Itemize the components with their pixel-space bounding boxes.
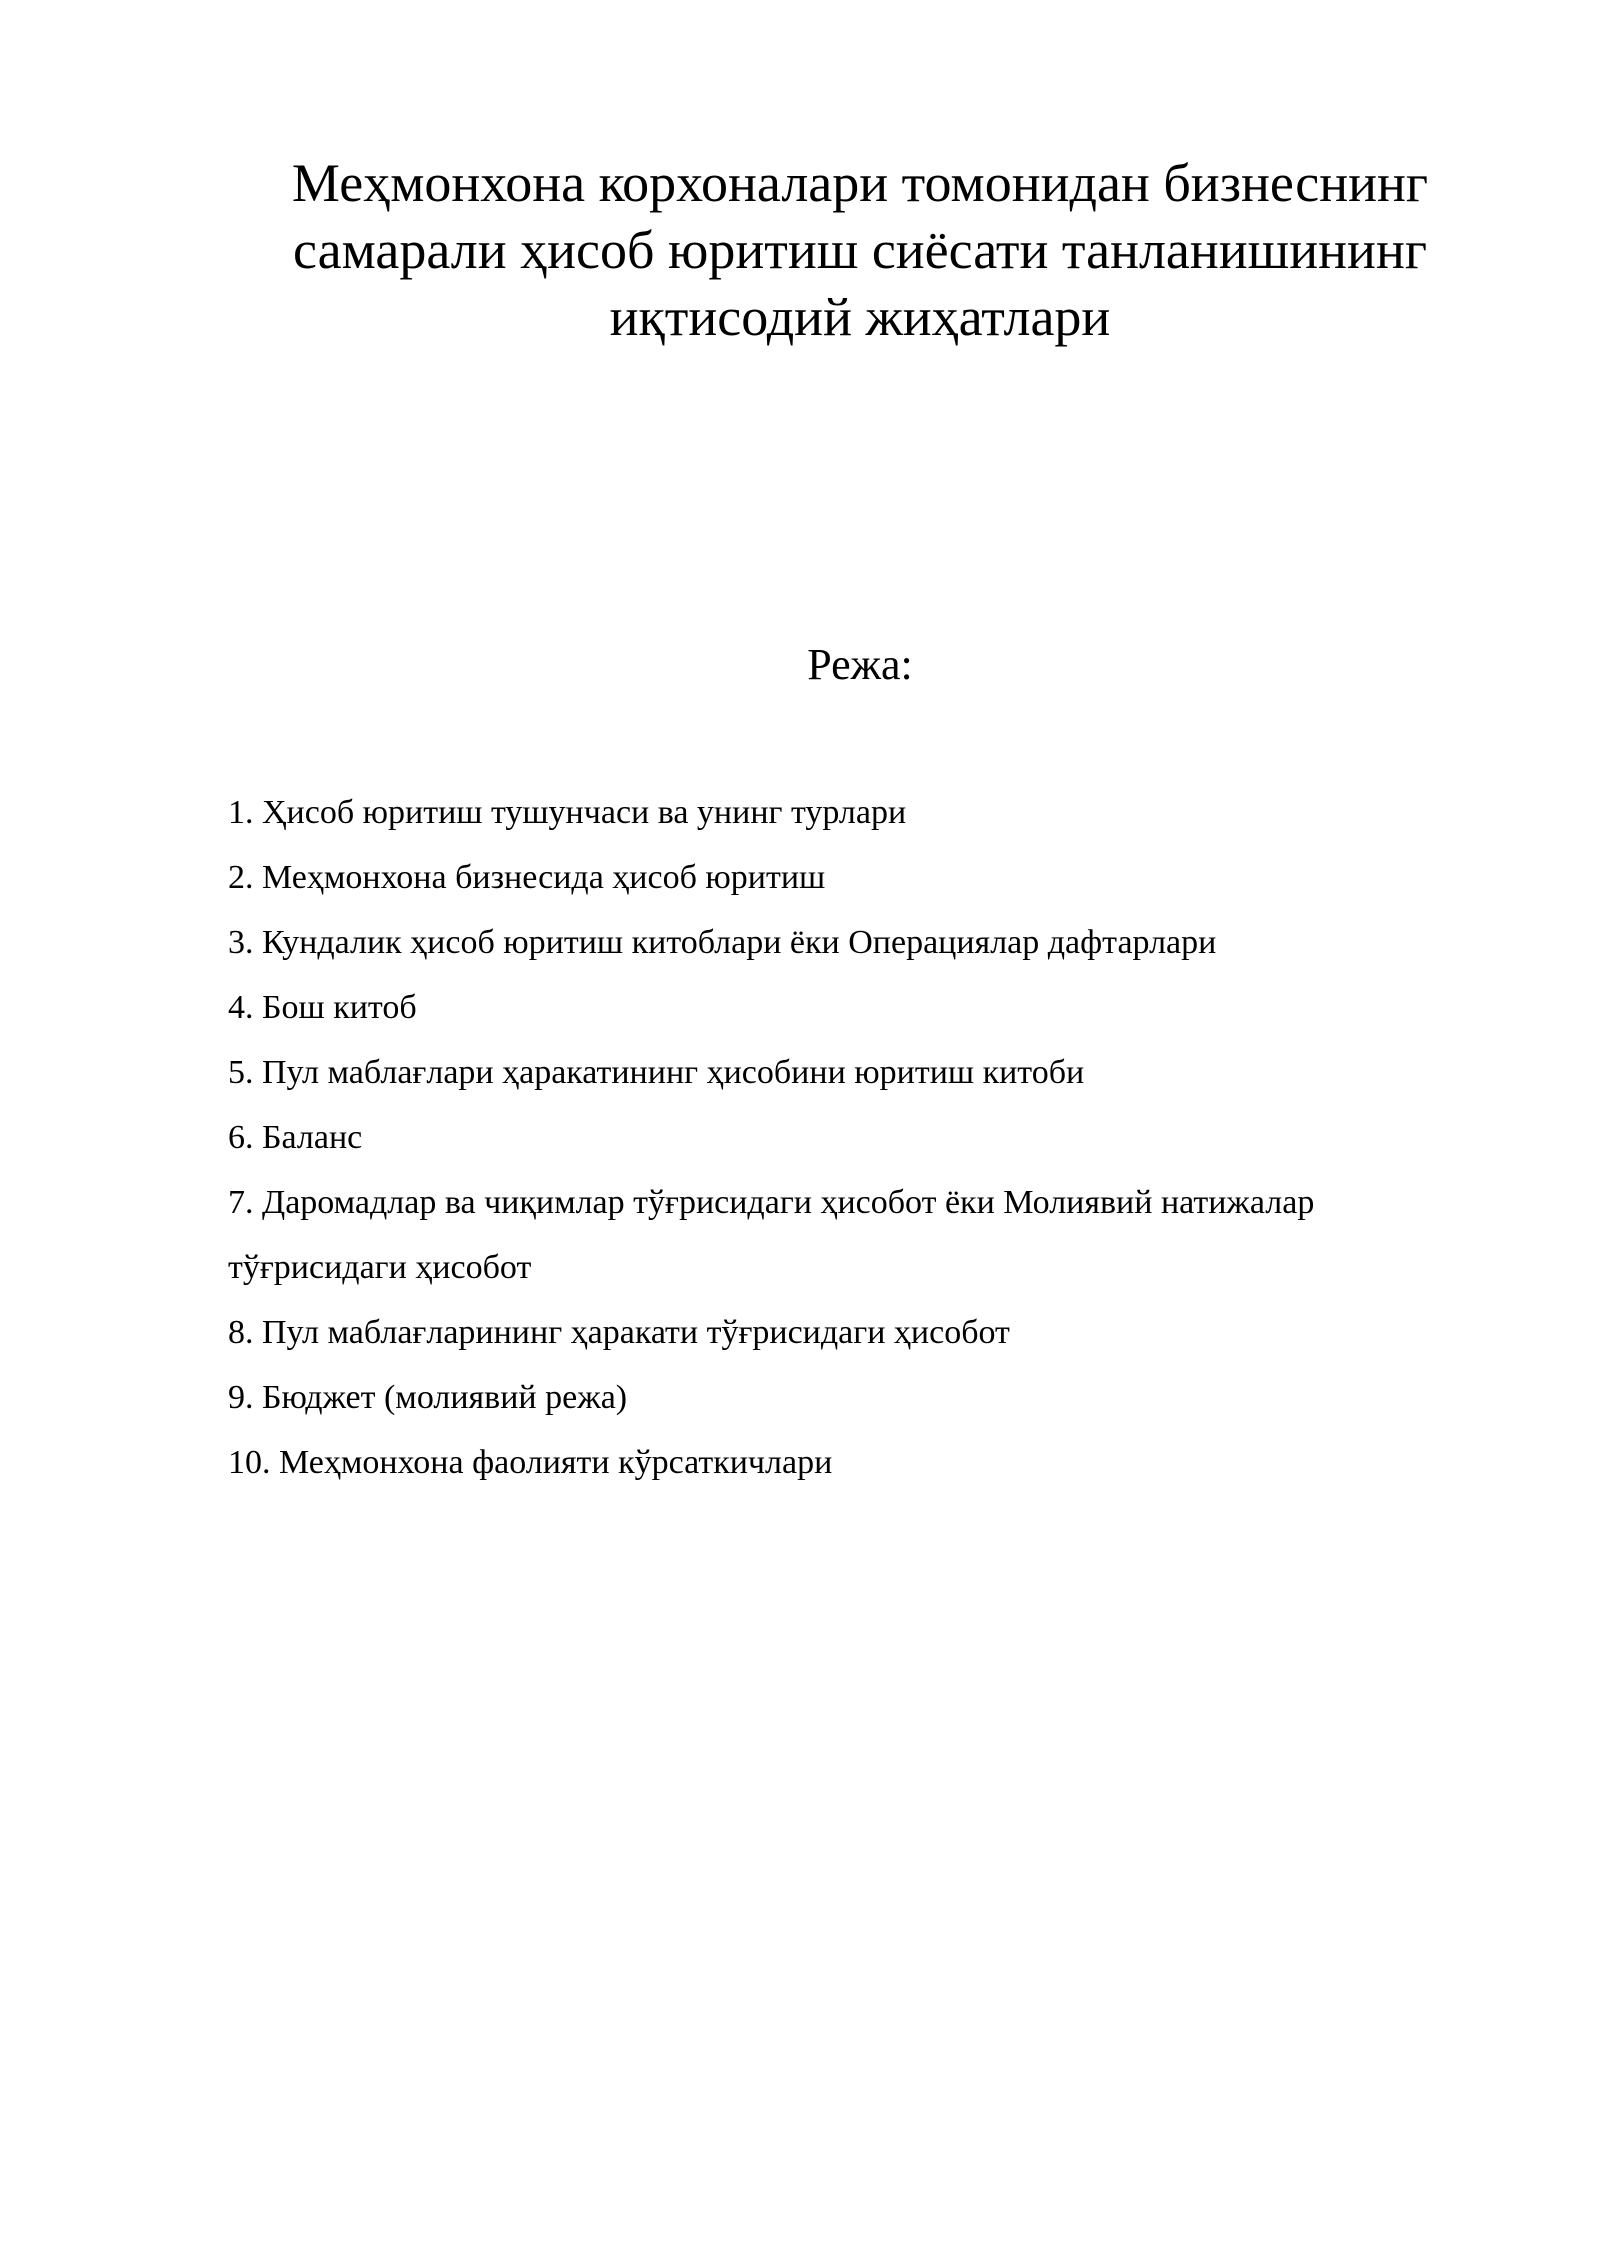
title-line: Меҳмонхона корхоналари томонидан бизнеснинг [291,153,1429,213]
plan-item: 3. Кундалик ҳисоб юритиш китоблари ёки Операциялар дафтарлари [228,924,1217,961]
plan-item: 6. Баланс [228,1119,363,1156]
plan-item: 8. Пул маблағларининг ҳаракати тўғрисидаги ҳисобот [228,1314,1010,1351]
plan-item: 10. Меҳмонхона фаолияти кўрсаткичлари [228,1444,833,1481]
plan-heading: Режа: [807,640,913,689]
plan-item: 9. Бюджет (молиявий режа) [228,1379,628,1416]
title-line: иқтисодий жиҳатлари [609,287,1111,347]
plan-item: 4. Бош китоб [228,989,417,1026]
plan-item: 1. Ҳисоб юритиш тушунчаси ва унинг турлари [228,794,907,831]
plan-item: 7. Даромадлар ва чиқимлар тўғрисидаги ҳисобот ёки Молиявий натижалар [228,1184,1315,1221]
plan-item: 2. Меҳмонхона бизнесида ҳисоб юритиш [228,859,826,896]
title-line: самарали ҳисоб юритиш сиёсати танланишининг [293,220,1427,280]
plan-item: 5. Пул маблағлари ҳаракатининг ҳисобини юритиш китоби [228,1054,1085,1091]
document-title [200,150,1520,351]
plan-list [228,780,1528,1495]
plan-item-continuation: тўғрисидаги ҳисобот [228,1249,532,1286]
